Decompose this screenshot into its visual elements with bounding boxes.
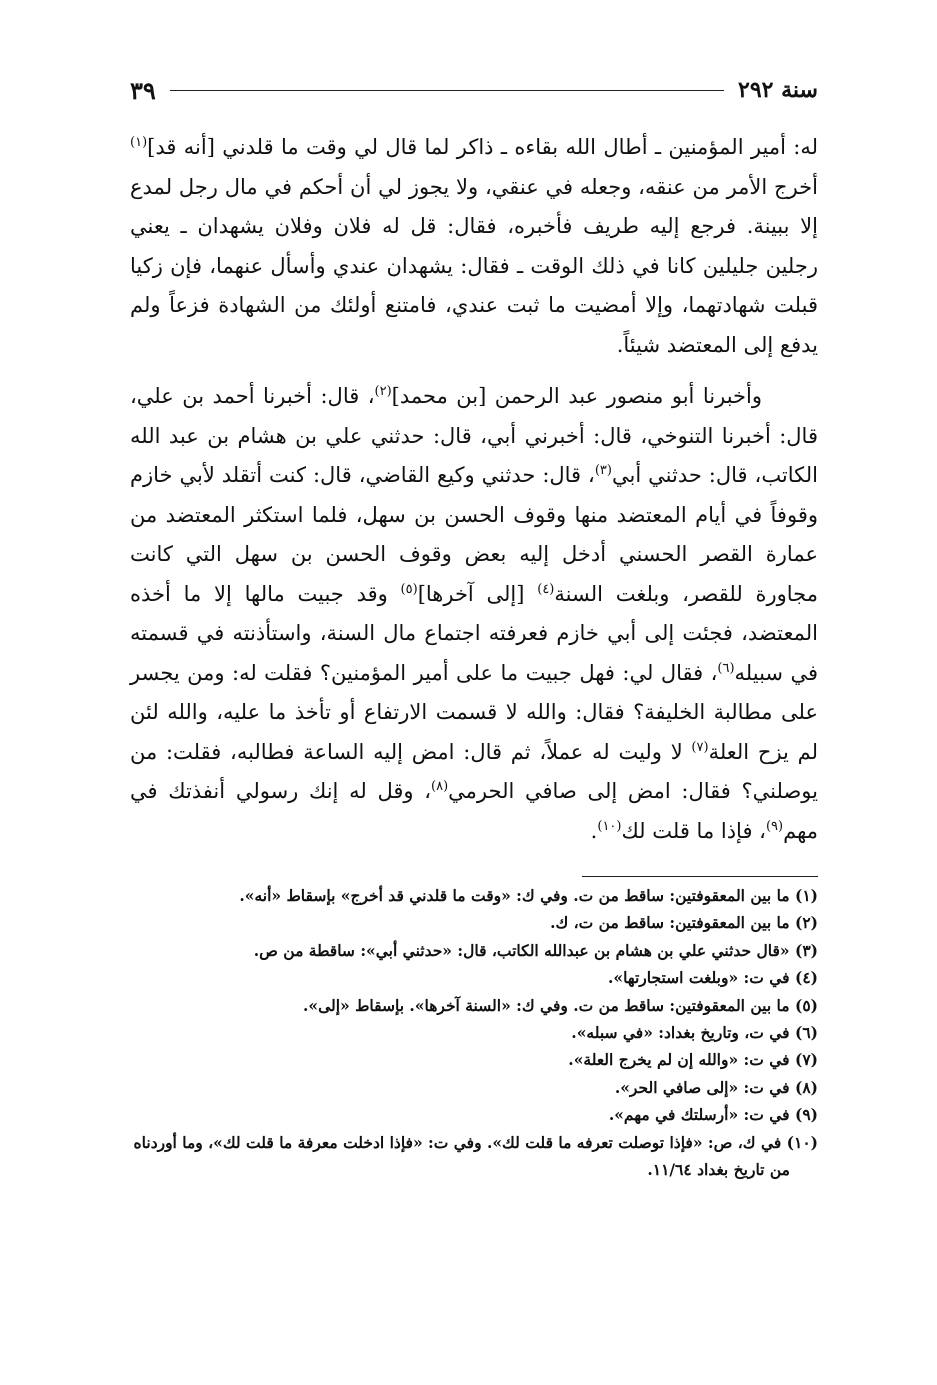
text-run: [إلى آخرها] <box>417 581 538 606</box>
footnotes <box>130 882 818 1183</box>
text-run: لا وليت له عملاً، ثم قال: امض إليه الساعة فطالبه، فقلت: من يوصلني؟ فقال: امض إلى صافي الحرمي <box>130 739 818 803</box>
footnote-1: (١) ما بين المعقوفتين: ساقط من ت. وفي ك: «وقت ما قلدني قد أخرج» بإسقاط «أنه». <box>239 886 818 905</box>
footnote-ref: (٣) <box>594 463 612 478</box>
text-run: أخرج الأمر من عنقه، وجعله في عنقي، ولا يجوز لي أن أحكم في مال رجل لمدع إلا ببينة. فرجع إليه طريف فأخبره، فقال: قل له فلان وفلان يشهدان ـ يعني رجلين جليلين كانا في ذلك الوقت ـ فقال: يشهدان عندي وأسأل عنهما، فإن زكيا قبلت شهادتهما، وإلا أمضيت ما ثبت عندي، فامتنع أولئك من الشهادة فزعاً ولم يدفع إلى المعتضد شيئاً. <box>130 174 818 357</box>
page-number: ٣٩ <box>130 75 156 105</box>
footnote-ref: (٨) <box>431 779 449 794</box>
footnote-2: (٢) ما بين المعقوفتين: ساقط من ت، ك. <box>550 913 818 933</box>
text-run: ، قال: حدثني وكيع القاضي، قال: كنت أتقلد لأبي خازم وقوفاً في أيام المعتضد منها وقوف الحسن بن سهل، فلما استكثر المعتضد من عمارة القصر الحسني أدخل إليه بعض وقوف الحسن بن سهل التي كانت مجاورة للقصر، وبلغت السنة <box>130 463 818 606</box>
text-run: ، فقال لي: فهل جبيت ما على أمير المؤمنين؟ فقلت له: ومن يجسر على مطالبة الخليفة؟ فقال: والله لا قسمت الارتفاع أو تأخذ ما عليه، والله لئن لم يزح العلة <box>130 660 818 764</box>
footnote-9: (٩) في ت: «أرسلتك في مهم». <box>608 1105 818 1125</box>
main-text <box>130 128 818 851</box>
footnote-8: (٨) في ت: «إلى صافي الحر». <box>614 1077 818 1097</box>
footnote-10-text: (١٠) في ك، ص: «فإذا توصلت تعرفه ما قلت لك». وفي ت: «فإذا ادخلت معرفة ما قلت لك»، وما أوردناه <box>133 1132 818 1152</box>
footnote-ref: (٤) <box>537 581 555 597</box>
footnote-10 <box>130 1129 818 1184</box>
footnote-ref: (١) <box>130 135 148 150</box>
footnote-ref: (٢) <box>374 384 392 399</box>
page-header <box>130 72 818 108</box>
text-run: وأخبرنا أبو منصور عبد الرحمن [بن محمد] <box>391 384 762 408</box>
paragraph-1 <box>130 128 818 365</box>
footnote-3: (٣) «قال حدثني علي بن هشام بن عبدالله الكاتب، قال: «حدثني أبي»: ساقطة من ص. <box>253 940 818 960</box>
text-run: . <box>590 818 598 843</box>
text-run: ، قال: أخبرنا أحمد بن علي، قال: أخبرنا التنوخي، قال: أخبرني أبي، قال: حدثني علي بن هشام بن عبد الله الكاتب، قال: حدثني أبي <box>130 384 819 487</box>
footnote-ref: (٥) <box>400 581 418 597</box>
footnote-ref: (٦) <box>717 660 735 676</box>
footnote-6: (٦) في ت، وتاريخ بغداد: «في سبله». <box>571 1023 818 1043</box>
footnote-ref: (٩) <box>765 818 784 834</box>
text-run: له: أمير المؤمنين ـ أطال الله بقاءه ـ ذاكر لما قال لي وقت ما قلدني [أنه قد] <box>147 135 818 159</box>
text-run: ، فإذا ما قلت لك <box>621 818 766 843</box>
footnote-ref: (١٠) <box>597 818 622 834</box>
header-rule <box>170 90 724 91</box>
footnote-ref: (٧) <box>691 739 709 755</box>
text-run: وقد جبيت مالها إلا ما أخذه المعتضد، فجئت إلى أبي خازم فعرفته اجتماع مال السنة، واستأذنته في قسمته في سبيله <box>130 581 818 685</box>
footnote-4: (٤) في ت: «وبلغت استجارتها». <box>608 968 818 988</box>
footnote-7: (٧) في ت: «والله إن لم يخرج العلة». <box>568 1050 818 1070</box>
footnote-10-continuation: من تاريخ بغداد ١١/٦٤. <box>647 1160 790 1180</box>
footnote-separator <box>582 876 818 877</box>
footnote-5: (٥) ما بين المعقوفتين: ساقط من ت. وفي ك: «السنة آخرها». بإسقاط «إلى». <box>302 995 818 1015</box>
text-run: ، وقل له إنك رسولي أنفذتك في مهم <box>130 779 818 843</box>
running-title: سنة ٢٩٢ <box>738 77 818 103</box>
paragraph-2 <box>130 377 818 851</box>
